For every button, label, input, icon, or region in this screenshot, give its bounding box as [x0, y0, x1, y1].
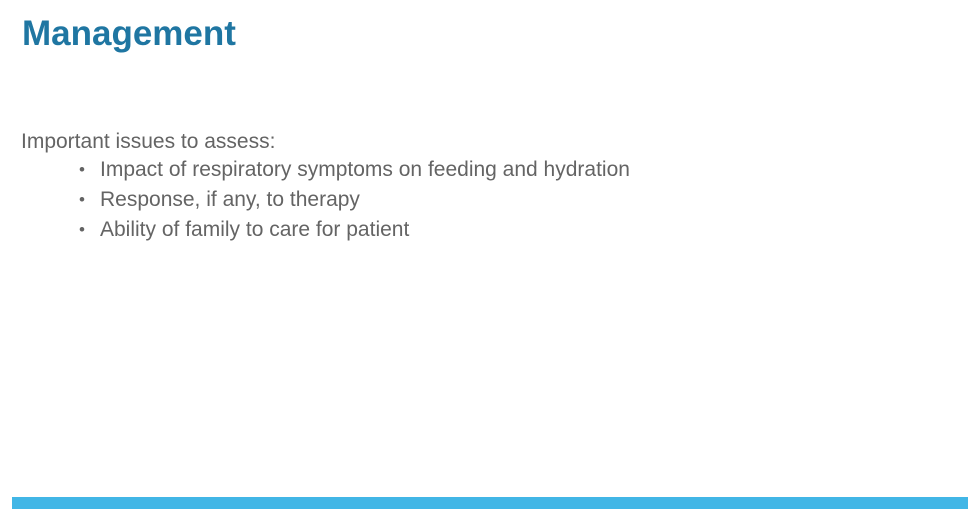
slide-title: Management — [22, 14, 236, 53]
bullet-text: Response, if any, to therapy — [100, 188, 360, 211]
lead-text: Important issues to assess: — [21, 130, 276, 153]
bullet-item — [0, 155, 968, 185]
bullet-icon: • — [79, 220, 85, 239]
bullet-icon: • — [79, 190, 85, 209]
bullet-item — [0, 215, 968, 245]
footer-accent-bar — [12, 497, 968, 509]
bullet-item — [0, 185, 968, 215]
bullet-icon: • — [79, 160, 85, 179]
bullet-text: Impact of respiratory symptoms on feeding and hydration — [100, 158, 630, 181]
bullet-list — [0, 155, 968, 245]
bullet-text: Ability of family to care for patient — [100, 218, 410, 241]
